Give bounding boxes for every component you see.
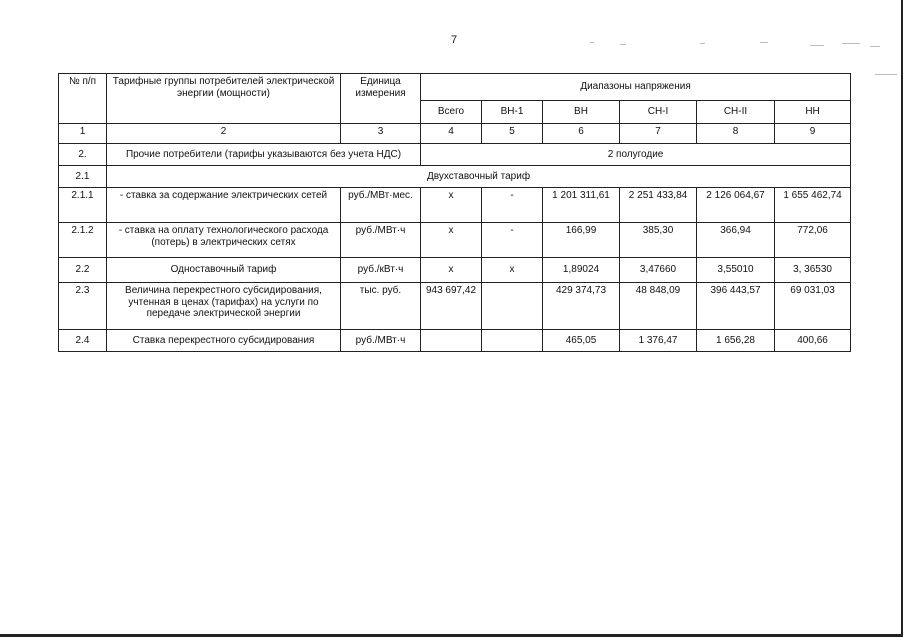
header-range: СН-II	[697, 101, 775, 124]
row-name: Ставка перекрестного субсидирования	[107, 330, 341, 352]
row-value: 1 376,47	[620, 330, 697, 352]
header-row-1	[59, 74, 851, 101]
row-value: 429 374,73	[543, 283, 620, 330]
row-value: 3,55010	[697, 258, 775, 283]
header-range: Всего	[421, 101, 482, 124]
column-number: 5	[482, 124, 543, 144]
header-range: НН	[775, 101, 851, 124]
row-value: 1,89024	[543, 258, 620, 283]
row-value: 465,05	[543, 330, 620, 352]
column-number: 2	[107, 124, 341, 144]
row-unit: тыс. руб.	[341, 283, 421, 330]
header-range: ВН-1	[482, 101, 543, 124]
row-value: х	[421, 188, 482, 223]
row-value: 366,94	[697, 223, 775, 258]
row-value: 1 656,28	[697, 330, 775, 352]
column-number: 9	[775, 124, 851, 144]
table-row	[59, 283, 851, 330]
row-value: 69 031,03	[775, 283, 851, 330]
page-number: 7	[450, 34, 458, 46]
header-num: № п/п	[59, 74, 107, 124]
table-row	[59, 188, 851, 223]
row-value	[421, 330, 482, 352]
row-name: - ставка за содержание электрических сетей	[107, 188, 341, 223]
header-ranges: Диапазоны напряжения	[421, 74, 851, 101]
column-number-row	[59, 124, 851, 144]
row-value: 48 848,09	[620, 283, 697, 330]
row-value: 166,99	[543, 223, 620, 258]
row-value: -	[482, 223, 543, 258]
column-number: 7	[620, 124, 697, 144]
column-number: 3	[341, 124, 421, 144]
row-unit: руб./кВт·ч	[341, 258, 421, 283]
row-unit: руб./МВт·ч	[341, 223, 421, 258]
row-value: 1 655 462,74	[775, 188, 851, 223]
row-value: 2 251 433,84	[620, 188, 697, 223]
header-unit: Единица измерения	[341, 74, 421, 124]
row-num: 2.1.2	[59, 223, 107, 258]
column-number: 1	[59, 124, 107, 144]
table-row	[59, 258, 851, 283]
row-value: 3,47660	[620, 258, 697, 283]
header-range: ВН	[543, 101, 620, 124]
header-range: СН-I	[620, 101, 697, 124]
row-unit: руб./МВт·мес.	[341, 188, 421, 223]
row-value: 2 126 064,67	[697, 188, 775, 223]
section-row	[59, 144, 851, 166]
table-row	[59, 330, 851, 352]
row-value: х	[482, 258, 543, 283]
column-number: 4	[421, 124, 482, 144]
row-name: Величина перекрестного субсидирования, учтенная в ценах (тарифах) на услуги по передаче электрической энергии	[107, 283, 341, 330]
row-value: 772,06	[775, 223, 851, 258]
header-group: Тарифные группы потребителей электрической энергии (мощности)	[107, 74, 341, 124]
column-number: 6	[543, 124, 620, 144]
subsection-num: 2.1	[59, 166, 107, 188]
row-value	[482, 330, 543, 352]
row-name: Одноставочный тариф	[107, 258, 341, 283]
row-value: х	[421, 223, 482, 258]
row-num: 2.3	[59, 283, 107, 330]
section-period: 2 полугодие	[421, 144, 851, 166]
row-value: -	[482, 188, 543, 223]
row-value: 943 697,42	[421, 283, 482, 330]
row-value: 385,30	[620, 223, 697, 258]
tariff-table	[58, 73, 851, 352]
row-name: - ставка на оплату технологического расхода (потерь) в электрических сетях	[107, 223, 341, 258]
section-num: 2.	[59, 144, 107, 166]
row-value: х	[421, 258, 482, 283]
row-num: 2.2	[59, 258, 107, 283]
section-title: Прочие потребители (тарифы указываются без учета НДС)	[107, 144, 421, 166]
row-value: 400,66	[775, 330, 851, 352]
table-row	[59, 223, 851, 258]
row-value	[482, 283, 543, 330]
row-num: 2.1.1	[59, 188, 107, 223]
subsection-row	[59, 166, 851, 188]
row-unit: руб./МВт·ч	[341, 330, 421, 352]
row-value: 396 443,57	[697, 283, 775, 330]
subsection-title: Двухставочный тариф	[107, 166, 851, 188]
row-value: 3, 36530	[775, 258, 851, 283]
row-value: 1 201 311,61	[543, 188, 620, 223]
column-number: 8	[697, 124, 775, 144]
row-num: 2.4	[59, 330, 107, 352]
